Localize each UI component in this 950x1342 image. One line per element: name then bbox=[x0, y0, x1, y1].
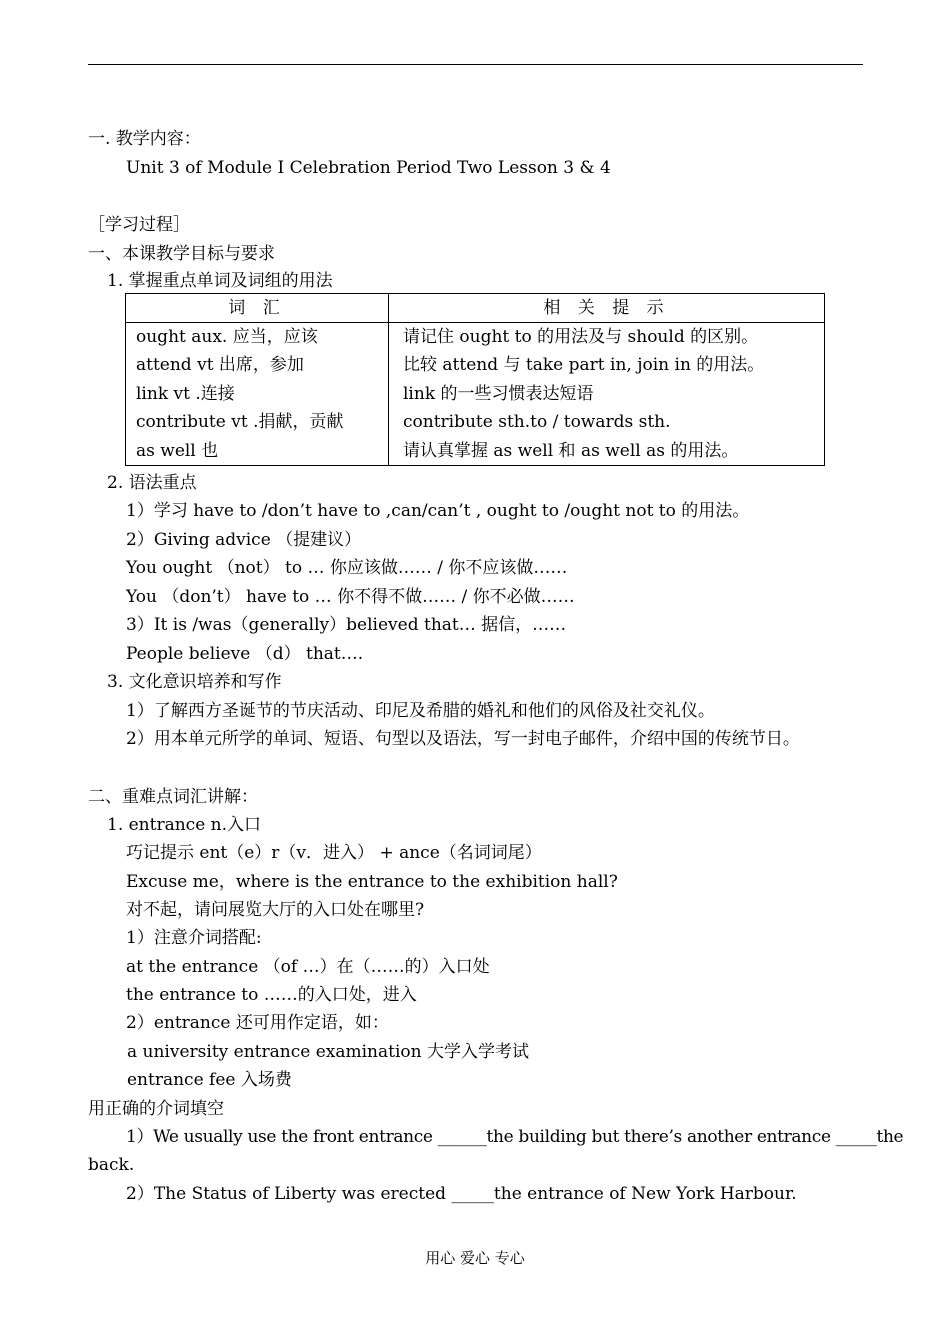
note-line: at the entrance （of …）在（……的）入口处 bbox=[126, 957, 490, 977]
exercise-line: 1）We usually use the front entrance ______the building but there’s another entrance _____the bbox=[126, 1127, 904, 1147]
table-body-row bbox=[126, 323, 825, 466]
table-header-cell: 相 关 提 示 bbox=[389, 294, 825, 323]
table-header-row bbox=[126, 294, 825, 323]
vocab-tips-cell bbox=[389, 323, 825, 466]
page-footer: 用心 爱心 专心 bbox=[425, 1249, 525, 1267]
example-english: Excuse me，where is the entrance to the exhibition hall? bbox=[126, 872, 618, 892]
example-chinese: 对不起，请问展览大厅的入口处在哪里? bbox=[126, 900, 425, 920]
mnemonic-line: 巧记提示 ent（e）r（v．进入） + ance（名词词尾） bbox=[126, 843, 542, 863]
note-line: 2）entrance 还可用作定语，如： bbox=[126, 1013, 389, 1033]
vocab-tip: 请记住 ought to 的用法及与 should 的区别。 bbox=[403, 327, 759, 347]
vocab-word: ought aux. 应当，应该 bbox=[136, 327, 318, 347]
note-line: a university entrance examination 大学入学考试 bbox=[127, 1042, 529, 1062]
table-header-cell: 词 汇 bbox=[126, 294, 389, 323]
item-vocabulary-heading: 1. 掌握重点单词及词组的用法 bbox=[107, 271, 333, 291]
culture-heading: 3. 文化意识培养和写作 bbox=[107, 672, 282, 692]
vocab-words-cell bbox=[126, 323, 389, 466]
note-line: the entrance to ……的入口处，进入 bbox=[126, 985, 417, 1005]
exercise-line: 2）The Status of Liberty was erected _____the entrance of New York Harbour. bbox=[126, 1184, 797, 1204]
section-title-key-vocab: 二、重难点词汇讲解： bbox=[88, 787, 258, 807]
vocab-tip: link 的一些习惯表达短语 bbox=[403, 383, 594, 404]
grammar-line: You ought （not） to … 你应该做…… / 你不应该做…… bbox=[126, 558, 568, 578]
exercise-heading: 用正确的介词填空 bbox=[88, 1099, 224, 1119]
header-rule bbox=[88, 64, 863, 65]
culture-line: 1）了解西方圣诞节的节庆活动、印尼及希腊的婚礼和他们的风俗及社交礼仪。 bbox=[126, 701, 715, 721]
grammar-heading: 2. 语法重点 bbox=[107, 473, 197, 493]
grammar-line: 2）Giving advice （提建议） bbox=[126, 530, 362, 550]
culture-line: 2）用本单元所学的单词、短语、句型以及语法，写一封电子邮件，介绍中国的传统节日。 bbox=[126, 729, 800, 749]
vocab-table bbox=[125, 293, 825, 466]
grammar-line: People believe （d） that…. bbox=[126, 644, 364, 664]
vocab-word: attend vt 出席，参加 bbox=[136, 355, 304, 376]
note-line: 1）注意介词搭配: bbox=[126, 928, 262, 948]
grammar-line: You （don’t） have to … 你不得不做…… / 你不必做…… bbox=[126, 587, 575, 607]
unit-line: Unit 3 of Module I Celebration Period Two Lesson 3 & 4 bbox=[126, 158, 611, 178]
grammar-line: 1）学习 have to /don’t have to ,can/can’t , ought to /ought not to 的用法。 bbox=[126, 501, 750, 521]
exercise-line-continued: back. bbox=[88, 1155, 135, 1175]
vocab-word: contribute vt .捐献，贡献 bbox=[136, 412, 344, 433]
entry-heading: 1. entrance n.入口 bbox=[107, 815, 262, 835]
vocab-tip: 请认真掌握 as well 和 as well as 的用法。 bbox=[403, 440, 739, 461]
grammar-line: 3）It is /was（generally）believed that… 据信，…… bbox=[126, 615, 567, 635]
process-heading: ［学习过程］ bbox=[88, 215, 190, 235]
section-title-teaching-content: 一. 教学内容： bbox=[88, 129, 201, 149]
vocab-tip: contribute sth.to / towards sth. bbox=[403, 412, 671, 433]
vocab-word: as well 也 bbox=[136, 440, 219, 461]
goals-heading: 一、本课教学目标与要求 bbox=[88, 244, 275, 264]
vocab-tip: 比较 attend 与 take part in, join in 的用法。 bbox=[403, 355, 765, 376]
note-line: entrance fee 入场费 bbox=[127, 1070, 292, 1090]
vocab-word: link vt .连接 bbox=[136, 383, 235, 404]
